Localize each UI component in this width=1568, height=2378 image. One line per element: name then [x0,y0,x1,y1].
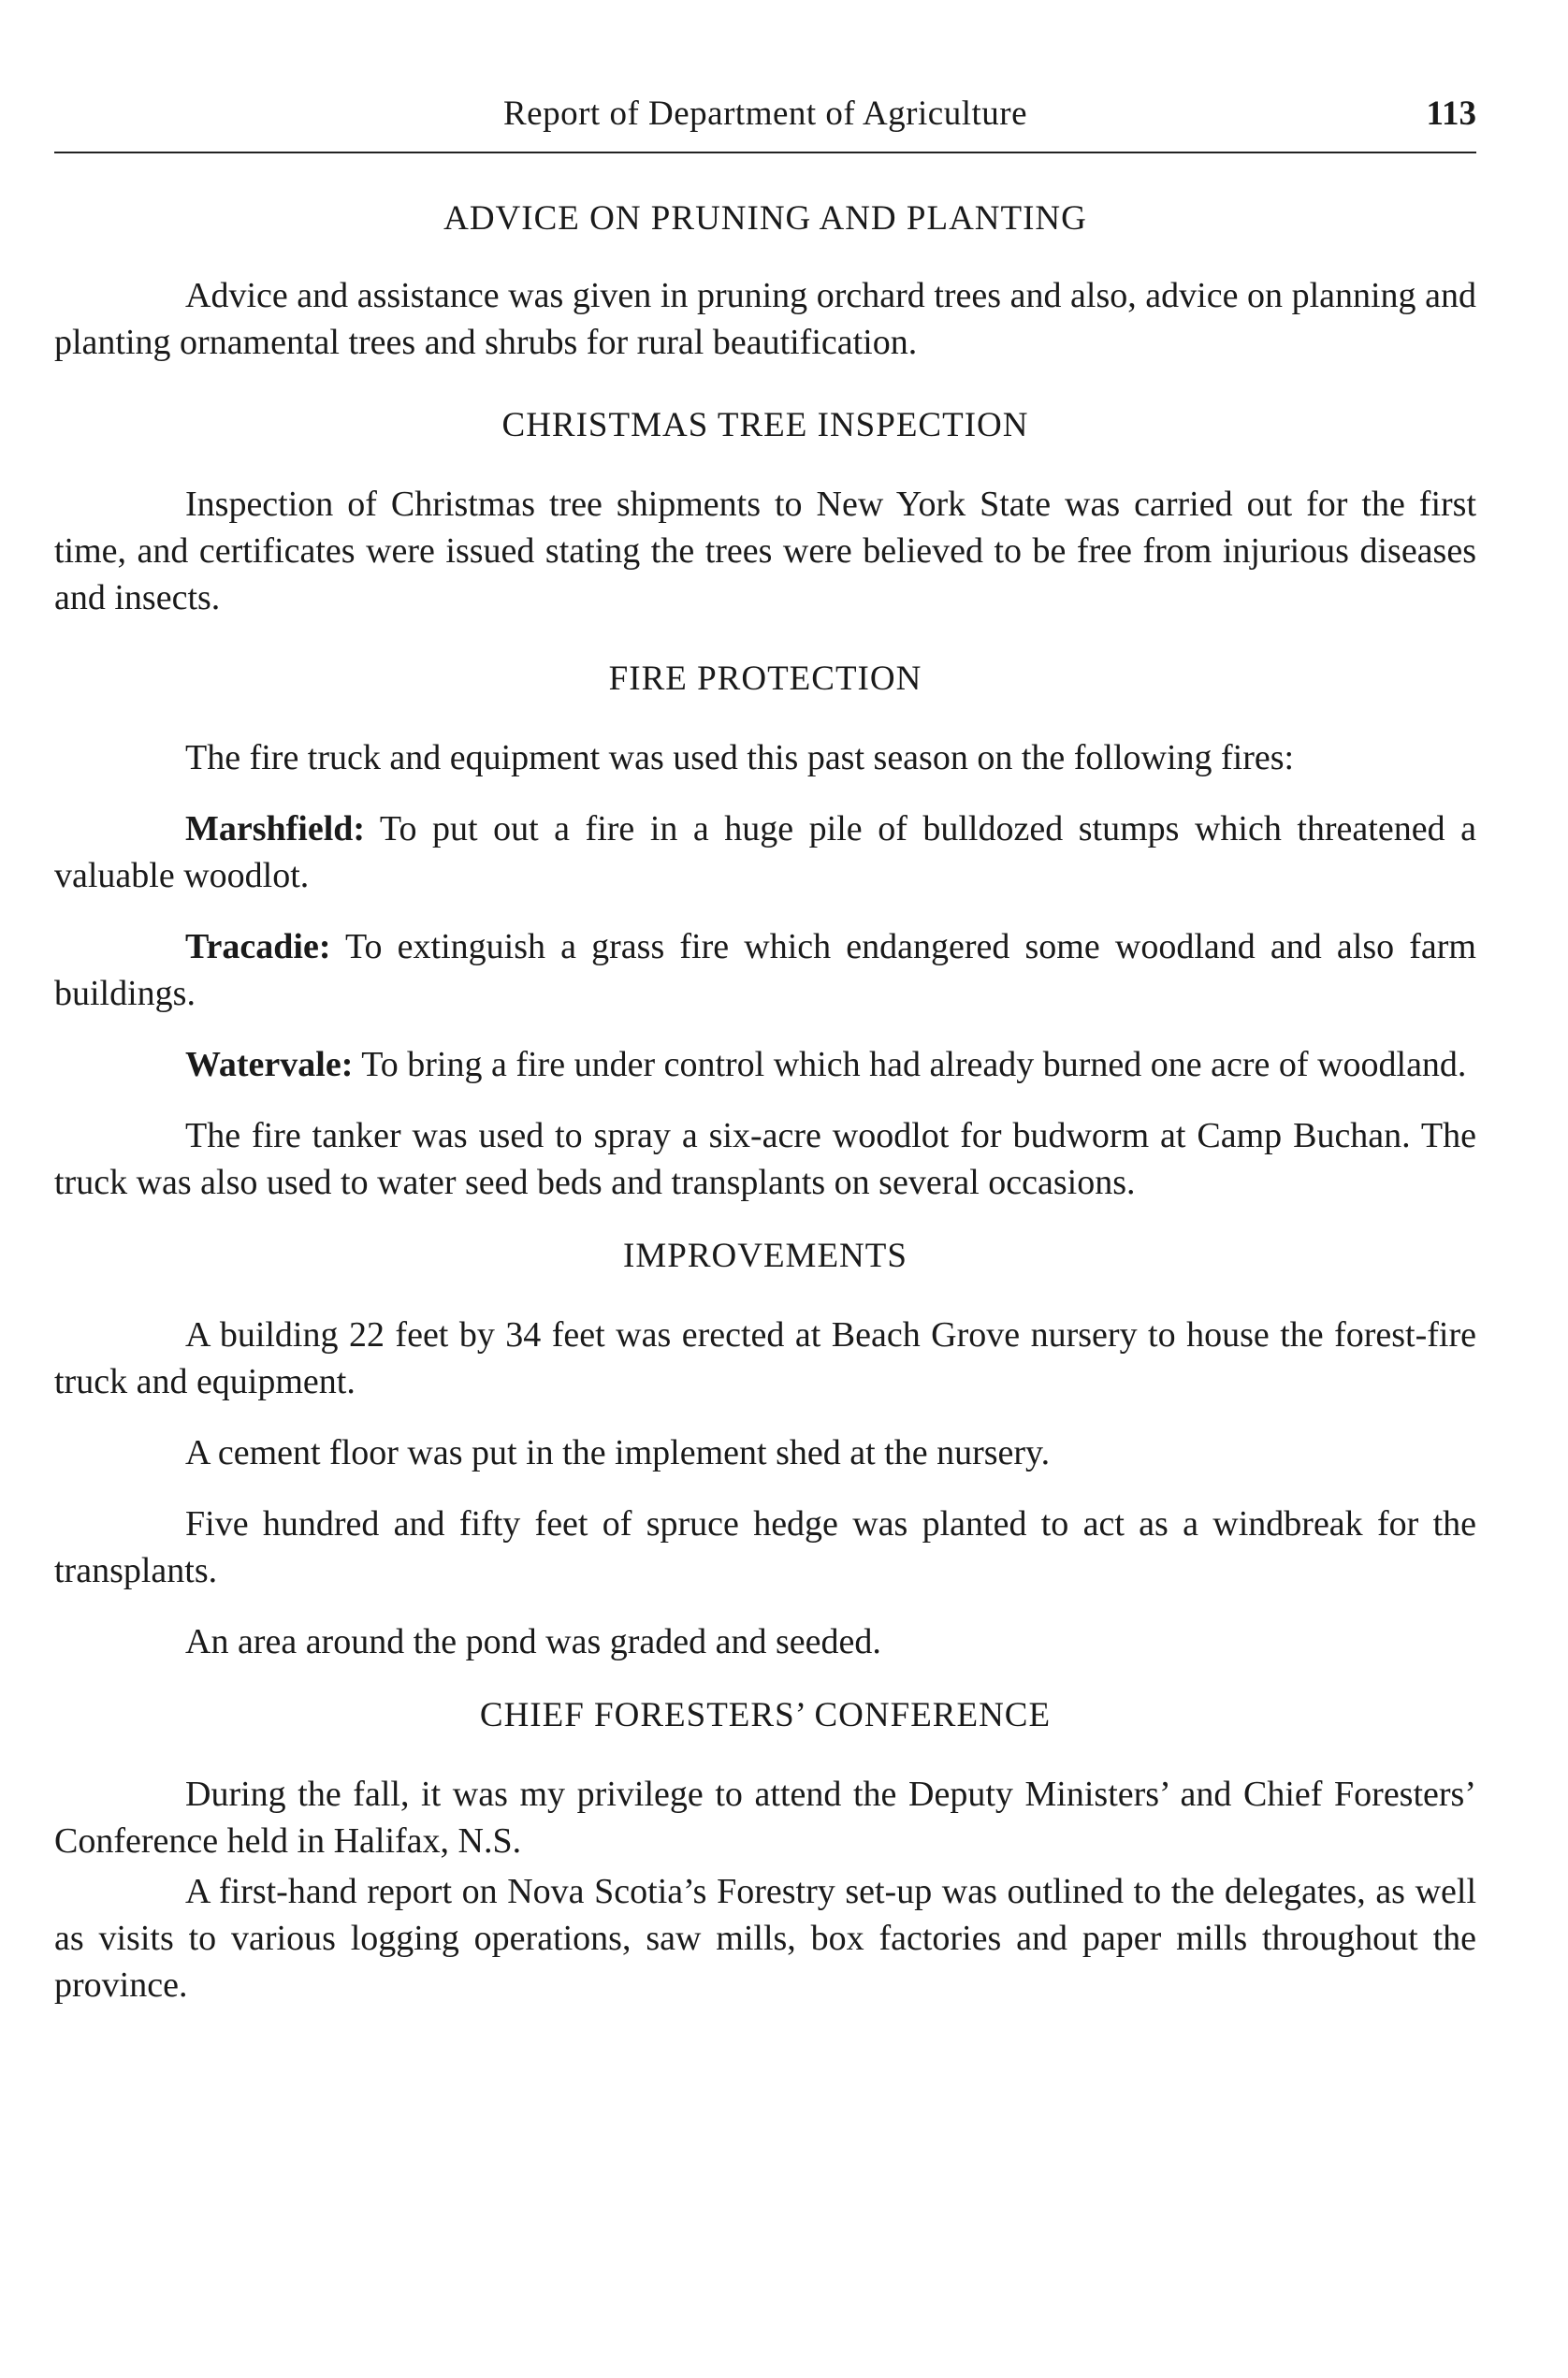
section-pruning-and-planting [54,198,1476,366]
section-chief-foresters-conference [54,1695,1476,2008]
fire-entry-watervale [54,1041,1476,1088]
running-header [54,86,1476,153]
section-heading: IMPROVEMENTS [623,1237,907,1275]
section-heading: FIRE PROTECTION [608,660,922,698]
paragraph: A cement floor was put in the implement shed at the nursery. [185,1433,1051,1472]
section-fire-protection [54,659,1476,1206]
paragraph: Five hundred and fifty feet of spruce hedge was planted to act as a windbreak for the transplants. [54,1504,1476,1590]
paragraph: A first-hand report on Nova Scotia’s Forestry set-up was outlined to the delegates, as well as visits to various logging operations, saw mills, box factories and paper mills throughout the province. [54,1872,1476,2005]
fire-entry-text: To bring a fire under control which had already burned one acre of woodland. [361,1045,1467,1084]
fire-entry-tracadie [54,923,1476,1017]
page-number: 113 [1426,94,1476,133]
fire-entry-text: To put out a fire in a huge pile of bulldozed stumps which threatened a valuable woodlot. [54,809,1476,895]
report-page [54,86,1476,2008]
section-heading: CHIEF FORESTERS’ CONFERENCE [479,1696,1052,1734]
paragraph: Inspection of Christmas tree shipments to New York State was carried out for the first time, and certificates were issued stating the trees were believed to be free from injurious diseases and insects. [54,485,1476,617]
paragraph: Advice and assistance was given in pruning orchard trees and also, advice on planning and planting ornamental trees and shrubs for rural beautification. [54,276,1476,362]
fire-entry-place: Tracadie: [185,927,331,966]
fire-entry-place: Watervale: [185,1045,354,1084]
fire-entry-text: To extinguish a grass fire which endangered some woodland and also farm buildings. [54,927,1476,1013]
section-improvements [54,1236,1476,1665]
fire-entry-place: Marshfield: [185,809,366,848]
section-heading: ADVICE ON PRUNING AND PLANTING [443,199,1087,238]
running-title: Report of Department of Agriculture [503,94,1027,133]
paragraph: The fire truck and equipment was used this past season on the following fires: [185,738,1295,777]
paragraph: The fire tanker was used to spray a six-acre woodlot for budworm at Camp Buchan. The truck was also used to water seed beds and transplants on several occasions. [54,1116,1476,1202]
paragraph: During the fall, it was my privilege to attend the Deputy Ministers’ and Chief Foresters’ Conference held in Halifax, N.S. [54,1775,1476,1861]
paragraph: A building 22 feet by 34 feet was erected at Beach Grove nursery to house the forest-fire truck and equipment. [54,1315,1476,1401]
fire-entry-marshfield [54,805,1476,899]
paragraph: An area around the pond was graded and seeded. [185,1622,881,1661]
section-christmas-tree-inspection [54,405,1476,621]
section-heading: CHRISTMAS TREE INSPECTION [501,406,1029,444]
